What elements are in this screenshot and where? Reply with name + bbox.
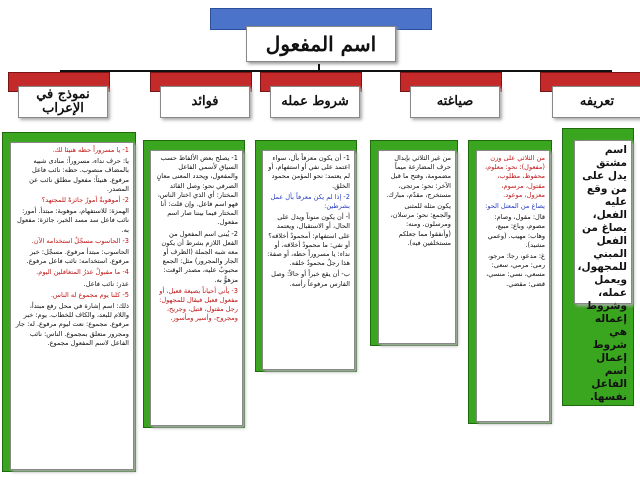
shurut-1: 1- أن يكون معرفاً بأل، سواء اعتمد على نفي أو استفهام، أو لم يعتمد: نحو المؤمن محمود الخلق. xyxy=(268,154,350,190)
category-tarif-label: تعريفه xyxy=(552,86,640,118)
fawaid-2: 2- يُبنى اسم المفعول من الفعل اللازم بشرط أن يكون معه شبه الجملة (الظرف أو الجار والمجرور) مثل: الجمع محبوبٌ عليه، مصدر الوقت: مزهوٌّ به. xyxy=(161,229,238,284)
fawaid-1: 1- يصلح بعض الألفاظ حسب السياق لأسمي الفاعل والمفعول، ويحدد المعنى معانٍ الصرفي نحو: وصل القائد المختار: أي الذي اختار الناس، فهو اسم فاعل. وإن قلت: أنا المختار فيما بيننا صار اسم مفعول. xyxy=(156,154,238,227)
category-siyagha-label: صياغته xyxy=(410,86,500,118)
siyagha-left-1: من غير الثلاثي بإبدال حرف المضارعة ميماً مضمومة، وفتح ما قبل الآخر: نحو: مرتجى، مستخرج، مقدّم، مبارك. xyxy=(386,154,451,199)
namudhaj-4: الهمزة: للاستفهام، موهوبة: مبتدأ. أمور: نائب فاعل سد مسد الخبر، جائزة: مفعول به. xyxy=(16,207,129,234)
category-namudhaj-label: نموذج في الإعراب xyxy=(18,86,108,118)
box-shurut xyxy=(262,150,355,370)
box-fawaid xyxy=(150,150,243,426)
siyagha-right-1: من الثلاثي على وزن (مفعول): نحو: معلوم، محفوظ، مطلوب، مقتول، مرسوم، معزول، موعود. xyxy=(484,154,545,199)
namudhaj-5: 3- الحاسوب مسجّلٌ استخدامه الآن. xyxy=(31,236,129,245)
namudhaj-6: الحاسوب: مبتدأ مرفوع. مسجّل: خبر مرفوع. استخدامه: نائب فاعل مرفوع. xyxy=(26,248,129,266)
box-namudhaj xyxy=(10,142,134,470)
siyagha-left-2: يكون مثله للمثنى والجمع: نحو: مرسلان، ومرسلون. ومنه: (وأنفقوا مما جعلكم مستخلفين فيه). xyxy=(390,202,451,247)
fawaid-3: 3- يأتي أحياناً بصيغة فعيل، أو مفعول فعيل فيقال للمجهول: رجل مقتول، قتيل، وجريح، ومجروح، وأسير ومأسور. xyxy=(159,286,238,323)
page-title: اسم المفعول xyxy=(246,26,396,62)
shurut-4: ب- أن يقع خبراً أو حالاً: وصل الفارس مرفوعاً رأسه. xyxy=(271,270,350,288)
siyagha-right-4: غ: مدعو، رجا: مرجو، رمى: مرمي، سعى: مسعي، نسي: منسي، قضى: مقضي. xyxy=(486,252,545,288)
namudhaj-1: 1- يا مسروراً حظه هنيئا لك. xyxy=(52,146,129,154)
siyagha-right-2: يصاغ من المعتل الحو: xyxy=(485,202,545,211)
namudhaj-9: 5- كلنا يوم مجموع له الناس. xyxy=(50,290,129,299)
namudhaj-2: يا: حرف نداء، مسروراً: منادى شبيه بالمضاف منصوب. حظه: نائب فاعل مرفوع. هنيئاً: مفعول مطلق نائب عن المصدر. xyxy=(29,157,129,193)
category-shurut-label: شروط عمله xyxy=(270,86,360,118)
shurut-2: 2- إذا لم يكن معرفاً بأل عمل بشرطين: xyxy=(270,192,350,211)
category-fawaid-label: فوائد xyxy=(160,86,250,118)
namudhaj-3: 2- أموهوبةٌ أمورٌ جائزةً للمجتهد؟ xyxy=(41,196,129,205)
box-siyagha-left xyxy=(378,150,456,344)
tarif-text: اسم مشتق يدل على من وقع عليه الفعل، يصاغ من الفعل المبني للمجهول، ويعمل عمله، وشروط إعماله هي شروط إعمال اسم الفاعل نفسها. xyxy=(577,144,627,403)
box-tarif xyxy=(574,140,632,403)
shurut-3: أ- أن يكون منوناً ويدل على الحال، أو الاستقبال، ويعتمد على استفهام: أمحمودٌ أخلاقه؟ أو نفي: ما محمودٌ أخلاقه، أو نداء: يا مسروراً حظه، أو صفة: هذا رجلٌ محمودٌ خلقه. xyxy=(267,213,350,268)
box-siyagha-right xyxy=(476,150,550,422)
namudhaj-10: ذلك: اسم إشارة في محل رفع مبتدأ، واللام للبعد، والكاف للخطاب. يوم: خبر مرفوع. مجموع: نعت ليوم مرفوع. له: جار ومجرور متعلق بمجموع. الناس: نائب الفاعل لاسم المفعول مجموع. xyxy=(15,302,129,347)
namudhaj-8: عذر: نائب فاعل. xyxy=(83,279,129,288)
siyagha-right-3: قال: مقول، وصام: مصوم، وباع: مبيع، وهاب: مهيب. (وعمي مشيد). xyxy=(487,213,545,249)
namudhaj-7: 4- ما مقبولٌ عذرُ المتغافلين اليوم. xyxy=(36,268,129,277)
title-node xyxy=(210,8,430,64)
